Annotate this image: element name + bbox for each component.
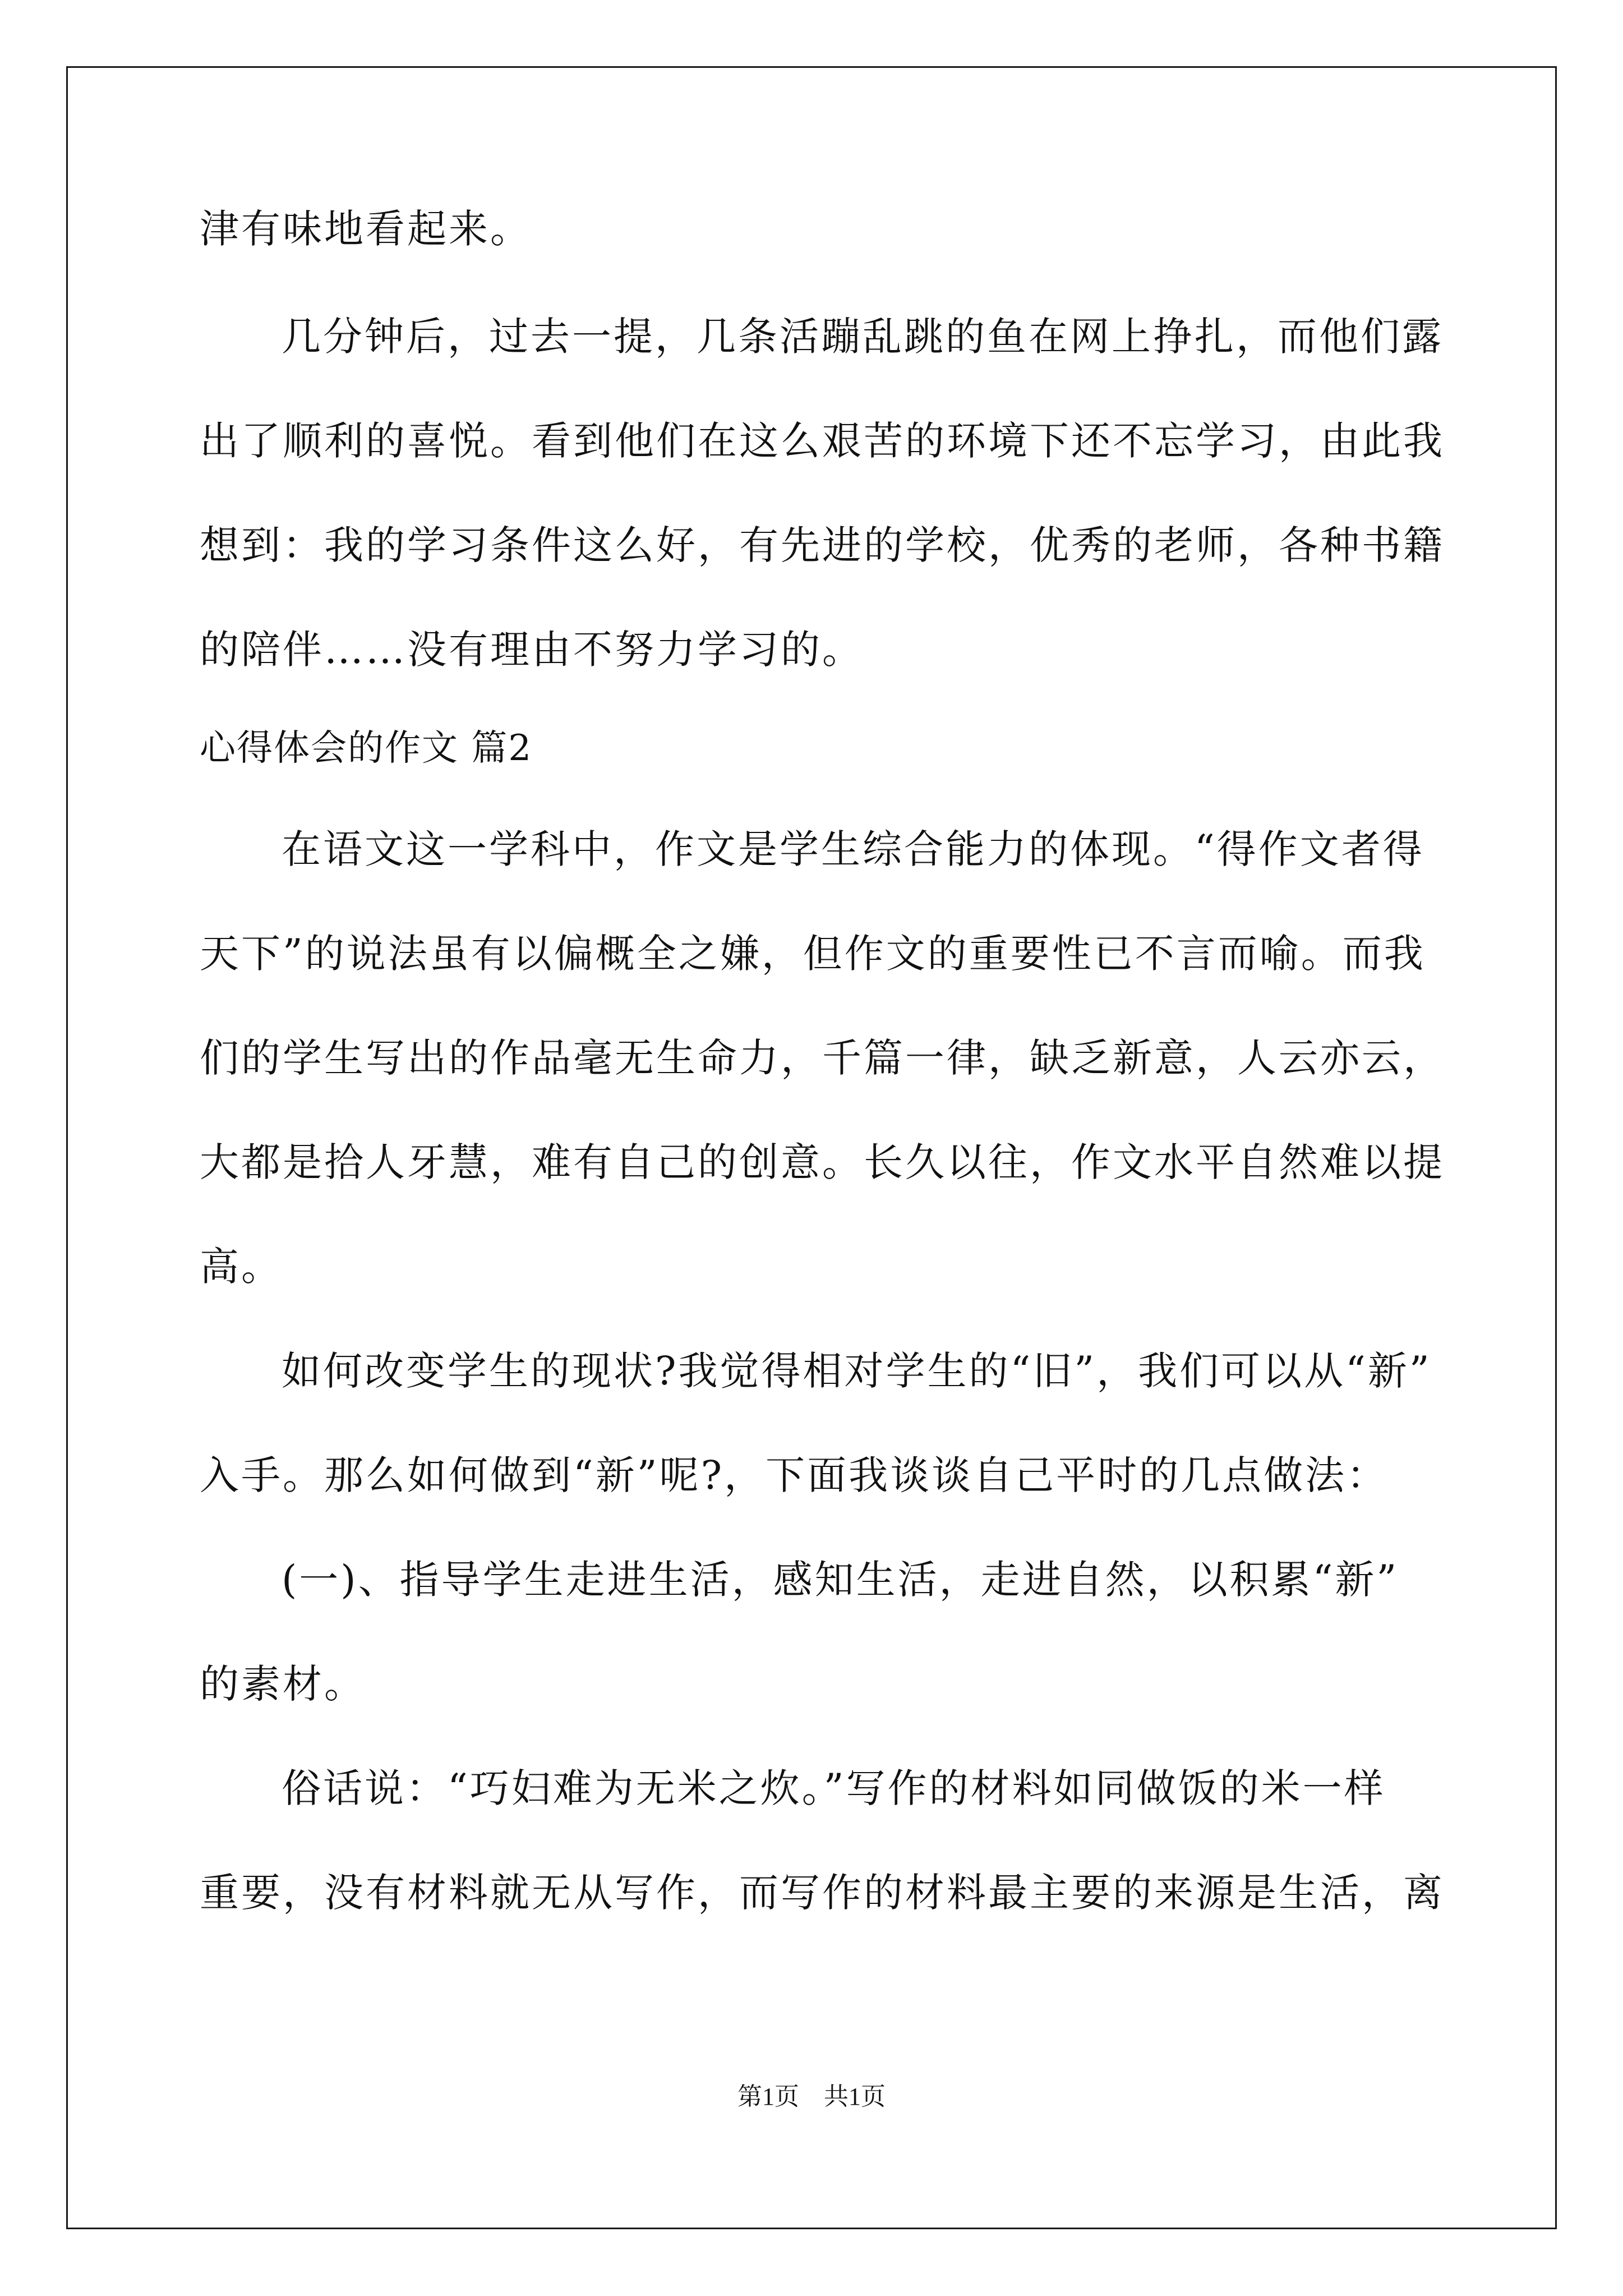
paragraph-start: (一)、指导学生走进生活，感知生活，走进自然，以积累“新” — [282, 1557, 1399, 1603]
text-line: 津有味地看起来。 — [200, 206, 532, 252]
page-number-footer: 第1页 共1页 — [737, 2083, 886, 2110]
text-line: 想到：我的学习条件这么好，有先进的学校，优秀的老师，各种书籍 — [200, 522, 1445, 568]
text-line: 的素材。 — [200, 1661, 366, 1707]
text-line: 出了顺利的喜悦。看到他们在这么艰苦的环境下还不忘学习，由此我 — [200, 418, 1445, 464]
paragraph-start: 俗话说：“巧妇难为无米之炊。”写作的材料如同做饭的米一样 — [282, 1765, 1386, 1811]
text-line: 们的学生写出的作品毫无生命力，千篇一律，缺乏新意，人云亦云， — [200, 1035, 1445, 1081]
text-line: 天下”的说法虽有以偏概全之嫌，但作文的重要性已不言而喻。而我 — [200, 931, 1426, 977]
section-heading: 心得体会的作文 篇2 — [200, 728, 533, 769]
text-line: 重要，没有材料就无从写作，而写作的材料最主要的来源是生活，离 — [200, 1870, 1445, 1916]
paragraph-start: 几分钟后，过去一提，几条活蹦乱跳的鱼在网上挣扎，而他们露 — [282, 314, 1444, 360]
text-line: 的陪伴……没有理由不努力学习的。 — [200, 627, 864, 673]
text-line: 高。 — [200, 1244, 283, 1290]
paragraph-start: 如何改变学生的现状?我觉得相对学生的“旧”，我们可以从“新” — [282, 1348, 1432, 1394]
text-line: 入手。那么如何做到“新”呢?，下面我谈谈自己平时的几点做法： — [200, 1452, 1389, 1498]
text-line: 大都是拾人牙慧，难有自己的创意。长久以往，作文水平自然难以提 — [200, 1139, 1445, 1185]
paragraph-start: 在语文这一学科中，作文是学生综合能力的体现。“得作文者得 — [282, 826, 1424, 872]
